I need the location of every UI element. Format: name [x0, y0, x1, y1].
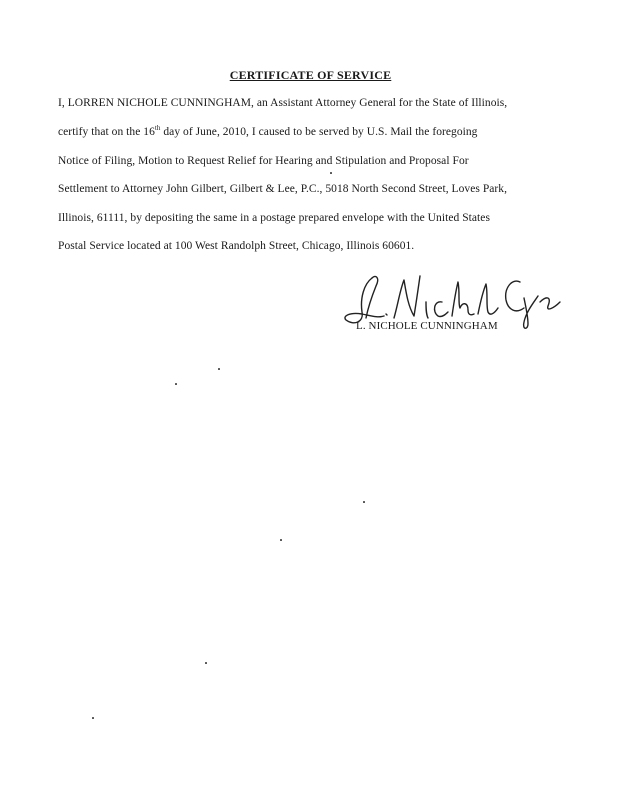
body-line-2-start: certify that on the 16	[58, 126, 155, 138]
body-line-2-end: day of June, 2010, I caused to be served by U.S. Mail the foregoing	[160, 126, 478, 138]
scan-speck	[330, 172, 332, 174]
body-line-1: I, LORREN NICHOLE CUNNINGHAM, an Assistant Attorney General for the State of Illinois,	[58, 97, 508, 109]
document-title: CERTIFICATE OF SERVICE	[229, 68, 392, 82]
body-line-6: Postal Service located at 100 West Randolph Street, Chicago, Illinois 60601.	[58, 240, 415, 252]
scan-speck	[280, 539, 282, 541]
body-line-4: Settlement to Attorney John Gilbert, Gilbert & Lee, P.C., 5018 North Second Street, Loves Park,	[58, 183, 508, 195]
scan-speck	[205, 662, 207, 664]
signer-name: L. NICHOLE CUNNINGHAM	[356, 320, 498, 332]
scan-speck	[218, 368, 220, 370]
scan-speck	[175, 383, 177, 385]
ordinal-suffix: th	[154, 124, 161, 133]
body-line-2	[58, 126, 477, 138]
scan-speck	[363, 501, 365, 503]
body-line-5: Illinois, 61111, by depositing the same in a postage prepared envelope with the United States	[58, 212, 490, 224]
body-line-3: Notice of Filing, Motion to Request Relief for Hearing and Stipulation and Proposal For	[58, 155, 469, 167]
scan-speck	[92, 717, 94, 719]
